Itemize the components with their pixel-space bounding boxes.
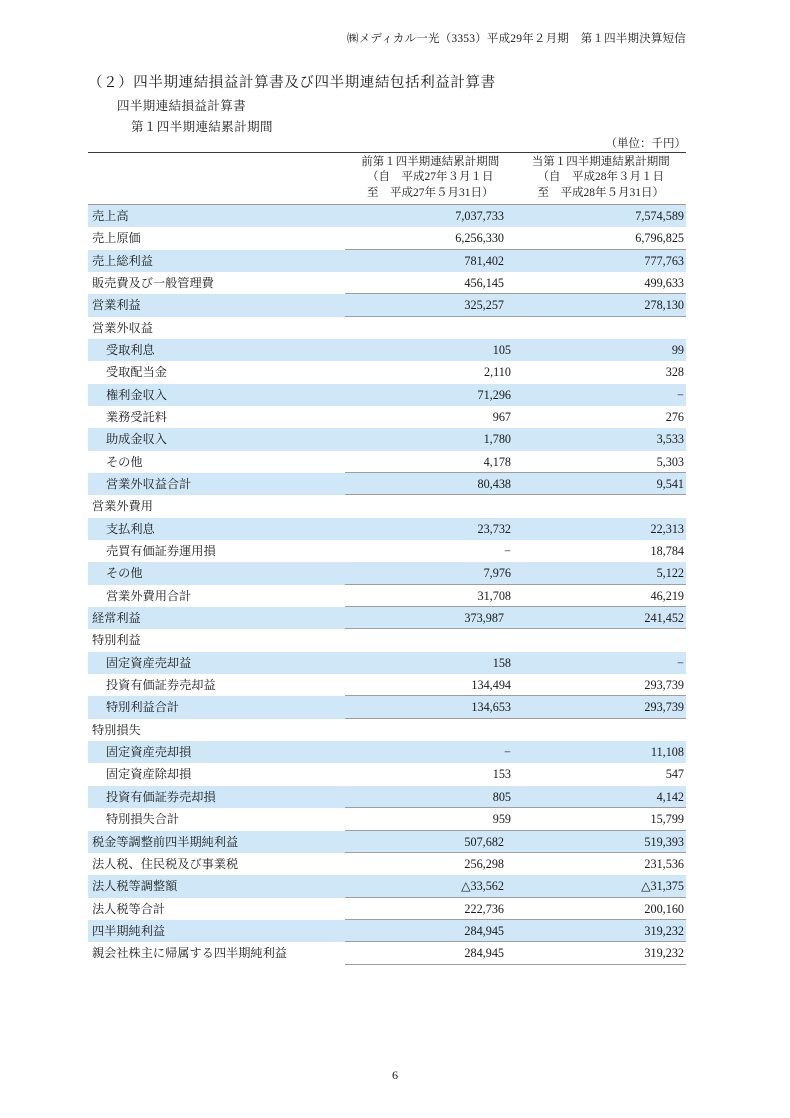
row-value-previous-period: 134,653 [471,700,511,715]
row-label: 投資有価証券売却益 [106,678,216,693]
table-row [88,518,686,540]
row-value-previous-period: 153 [492,767,511,782]
table-row [88,741,686,763]
row-value-previous-period: 222,736 [464,901,504,916]
table-row [88,361,686,383]
table-row [88,473,686,495]
table-row [88,920,686,942]
column-header-period-to: 至 平成28年５月31日） [537,186,664,199]
row-label: 親会社株主に帰属する四半期純利益 [92,946,287,961]
row-value-previous-period [349,317,529,339]
table-row [88,317,686,339]
row-value-previous-period: 284,945 [464,946,504,961]
column-header-title: 当第１四半期連結累計期間 [531,156,670,168]
row-value-current-period: 7,574,589 [635,208,684,223]
row-value-previous-period: 134,494 [471,678,511,693]
row-value-current-period: 5,303 [656,454,684,469]
row-label: 特別損失合計 [106,812,180,827]
row-value-previous-period [349,719,529,741]
row-value-previous-period: 456,145 [464,275,504,290]
row-value-previous-period: 71,296 [477,387,511,402]
table-row [88,719,686,741]
row-value-current-period: 22,313 [650,521,684,536]
row-value-previous-period: 7,037,733 [455,208,504,223]
row-value-previous-period: △33,562 [461,879,504,894]
row-value-current-period [529,495,686,517]
row-label: 助成金収入 [106,432,167,447]
row-value-current-period: 11,108 [650,745,684,760]
table-row [88,227,686,249]
table-column-header [88,153,686,205]
row-value-previous-period: 256,298 [464,856,504,871]
row-value-current-period: 200,160 [644,901,684,916]
table-row [88,250,686,272]
row-value-current-period: 15,799 [650,812,684,827]
row-value-current-period: 18,784 [650,544,684,559]
row-value-current-period: 319,232 [644,946,684,961]
row-value-current-period: 519,393 [644,834,684,849]
row-value-current-period: △31,375 [641,879,684,894]
row-label: 受取配当金 [106,365,167,380]
row-value-current-period [529,719,686,741]
column-header-period-from: （自 平成27年３月１日 [367,171,494,184]
row-value-current-period: 5,122 [656,566,684,581]
row-label: 投資有価証券売却損 [106,789,216,804]
row-value-current-period: 9,541 [656,477,684,492]
table-row [88,205,686,227]
table-row [88,540,686,562]
row-label: その他 [106,454,143,469]
row-value-previous-period: 805 [492,789,511,804]
row-label: 売上総利益 [92,253,153,268]
row-value-previous-period: 6,256,330 [455,231,504,246]
table-row [88,428,686,450]
income-statement-table [88,152,686,965]
row-label: 固定資産除却損 [106,767,192,782]
table-row [88,294,686,316]
column-header-label-spacer [88,153,345,204]
row-label: 税金等調整前四半期純利益 [92,834,239,849]
row-value-current-period: 3,533 [656,432,684,447]
table-row [88,272,686,294]
row-value-previous-period: 7,976 [483,566,511,581]
table-row [88,495,686,517]
table-row [88,674,686,696]
row-value-previous-period: 325,257 [464,298,504,313]
row-value-previous-period [349,495,529,517]
table-row [88,875,686,897]
row-value-current-period: 241,452 [644,611,684,626]
table-row [88,831,686,853]
row-value-current-period: 777,763 [644,253,684,268]
table-row [88,339,686,361]
row-value-previous-period: 2,110 [484,365,511,380]
table-row [88,786,686,808]
table-row [88,607,686,629]
row-value-current-period: − [677,655,684,670]
unit-note: （単位：千円） [605,138,686,150]
row-label: 売上高 [92,208,129,223]
row-label: 受取利息 [106,342,155,357]
row-value-previous-period: 31,708 [477,588,511,603]
row-label: 支払利息 [106,521,155,536]
column-header-period-from: （自 平成28年３月１日 [537,171,664,184]
row-label: 権利金収入 [106,387,167,402]
row-label: 営業利益 [92,298,141,313]
row-label: 法人税、住民税及び事業税 [92,856,239,871]
row-value-previous-period: 105 [492,342,511,357]
row-value-current-period: 328 [665,365,684,380]
table-row [88,629,686,651]
page-number: 6 [392,1068,398,1082]
row-label: 販売費及び一般管理費 [92,275,214,290]
row-value-current-period: 278,130 [644,298,684,313]
row-value-previous-period: 23,732 [477,521,511,536]
row-value-current-period: 547 [665,767,684,782]
row-value-current-period: 6,796,825 [635,231,684,246]
table-row [88,652,686,674]
row-value-previous-period: 80,438 [477,477,511,492]
row-value-current-period: 231,536 [644,856,684,871]
running-header: ㈱メディカル一光（3353）平成29年２月期 第１四半期決算短信 [347,33,686,45]
row-value-previous-period: − [504,544,511,559]
row-value-current-period: 499,633 [644,275,684,290]
row-label: 特別損失 [92,722,141,737]
row-value-previous-period: 507,682 [464,834,504,849]
row-value-current-period [529,317,686,339]
row-value-current-period: 319,232 [644,923,684,938]
row-label: 売上原価 [92,231,141,246]
table-row [88,451,686,473]
row-value-previous-period: 373,987 [464,611,504,626]
row-label: 売買有価証券運用損 [106,544,216,559]
row-label: 法人税等合計 [92,901,166,916]
row-label: 営業外費用 [92,499,153,514]
section-heading-tertiary: 第１四半期連結累計期間 [131,120,273,134]
row-value-previous-period: 158 [492,655,511,670]
column-header-current-period [516,153,687,204]
row-value-previous-period: 959 [492,812,511,827]
section-heading-primary: （２）四半期連結損益計算書及び四半期連結包括利益計算書 [88,75,496,91]
table-row [88,384,686,406]
row-value-previous-period: − [504,745,511,760]
row-label: 営業外収益合計 [106,477,192,492]
row-value-previous-period: 781,402 [464,253,504,268]
row-value-current-period: − [677,387,684,402]
row-value-previous-period: 967 [492,409,511,424]
row-label: 固定資産売却損 [106,745,192,760]
table-row [88,853,686,875]
row-value-previous-period: 1,780 [483,432,511,447]
row-value-current-period: 293,739 [644,678,684,693]
row-label: 四半期純利益 [92,923,166,938]
row-label: 業務受託料 [106,409,167,424]
table-row [88,763,686,785]
column-header-period-to: 至 平成27年５月31日） [367,186,494,199]
row-value-current-period: 293,739 [644,700,684,715]
row-value-current-period [529,629,686,651]
table-body [88,205,686,965]
row-label: 固定資産売却益 [106,655,192,670]
row-label: 特別利益 [92,633,141,648]
table-row [88,585,686,607]
row-label: その他 [106,566,143,581]
table-row [88,562,686,584]
table-row [88,406,686,428]
row-label: 特別利益合計 [106,700,180,715]
table-row [88,696,686,718]
row-label: 法人税等調整額 [92,879,178,894]
column-header-title: 前第１四半期連結累計期間 [361,156,500,168]
row-value-current-period: 4,142 [656,789,684,804]
column-header-previous-period [345,153,516,204]
row-label: 営業外収益 [92,320,153,335]
table-row [88,942,686,964]
row-value-previous-period: 284,945 [464,923,504,938]
row-value-current-period: 99 [671,342,684,357]
row-value-previous-period: 4,178 [483,454,511,469]
row-label: 営業外費用合計 [106,588,192,603]
table-row [88,898,686,920]
row-value-current-period: 276 [665,409,684,424]
table-row [88,808,686,830]
section-heading-secondary: 四半期連結損益計算書 [117,99,247,113]
row-label: 経常利益 [92,611,141,626]
row-value-current-period: 46,219 [650,588,684,603]
row-value-previous-period [349,629,529,651]
